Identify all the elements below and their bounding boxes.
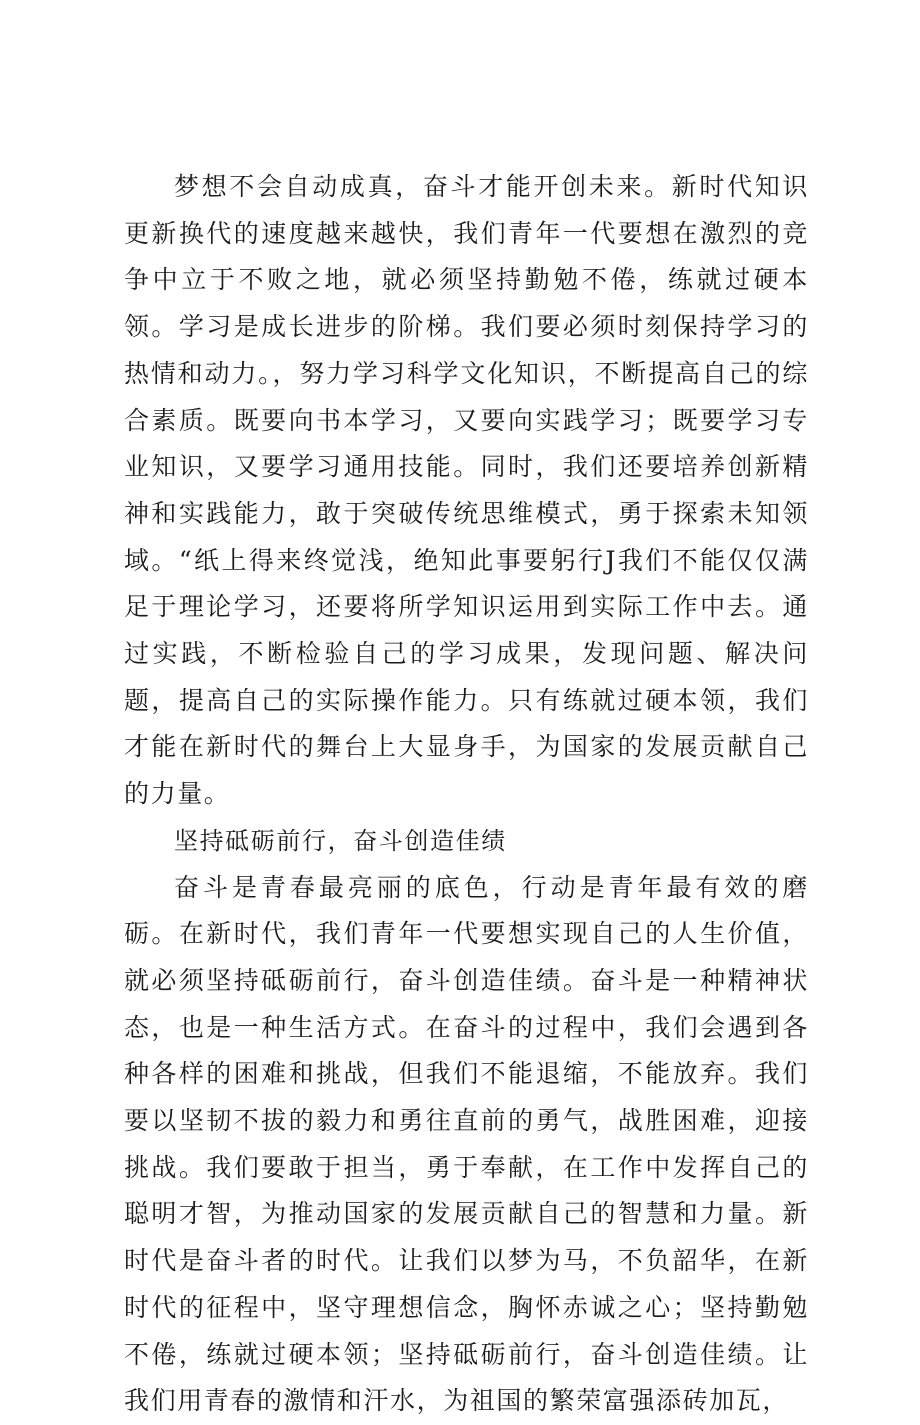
paragraph-study: 梦想不会自动成真，奋斗才能开创未来。新时代知识更新换代的速度越来越快，我们青年一代要想在激烈的竞争中立于不败之地，就必须坚持勤勉不倦，练就过硬本领。学习是成长进步的阶梯。我们要必须时刻保持学习的热情和动力。，努力学习科学文化知识，不断提高自己的综合素质。既要向书本学习，又要向实践学习；既要学习专业知识，又要学习通用技能。同时，我们还要培养创新精神和实践能力，敢于突破传统思维模式，勇于探索未知领域。“纸上得来终觉浅，绝知此事要躬行J我们不能仅仅满足于理论学习，还要将所学知识运用到实际工作中去。通过实践，不断检验自己的学习成果，发现问题、解决问题，提高自己的实际操作能力。只有练就过硬本领，我们才能在新时代的舞台上大显身手，为国家的发展贡献自己的力量。 bbox=[124, 172, 809, 809]
document-body bbox=[124, 164, 809, 1425]
section-heading: 坚持砥砺前行，奋斗创造佳绩 bbox=[174, 826, 507, 855]
paragraph-struggle: 奋斗是青春最亮丽的底色，行动是青年最有效的磨砺。在新时代，我们青年一代要想实现自己的人生价值，就必须坚持砥砺前行，奋斗创造佳绩。奋斗是一种精神状态，也是一种生活方式。在奋斗的过程中，我们会遇到各种各样的困难和挑战，但我们不能退缩，不能放弃。我们要以坚韧不拔的毅力和勇往直前的勇气，战胜困难，迎接挑战。我们要敢于担当，勇于奉献，在工作中发挥自己的聪明才智，为推动国家的发展贡献自己的智慧和力量。新时代是奋斗者的时代。让我们以梦为马，不负韶华，在新时代的征程中，坚守理想信念，胸怀赤诚之心；坚持勤勉不倦，练就过硬本领；坚持砥砺前行，奋斗创造佳绩。让我们用青春的激情和汗水，为祖国的繁荣富强添砖加瓦， bbox=[124, 872, 809, 1416]
